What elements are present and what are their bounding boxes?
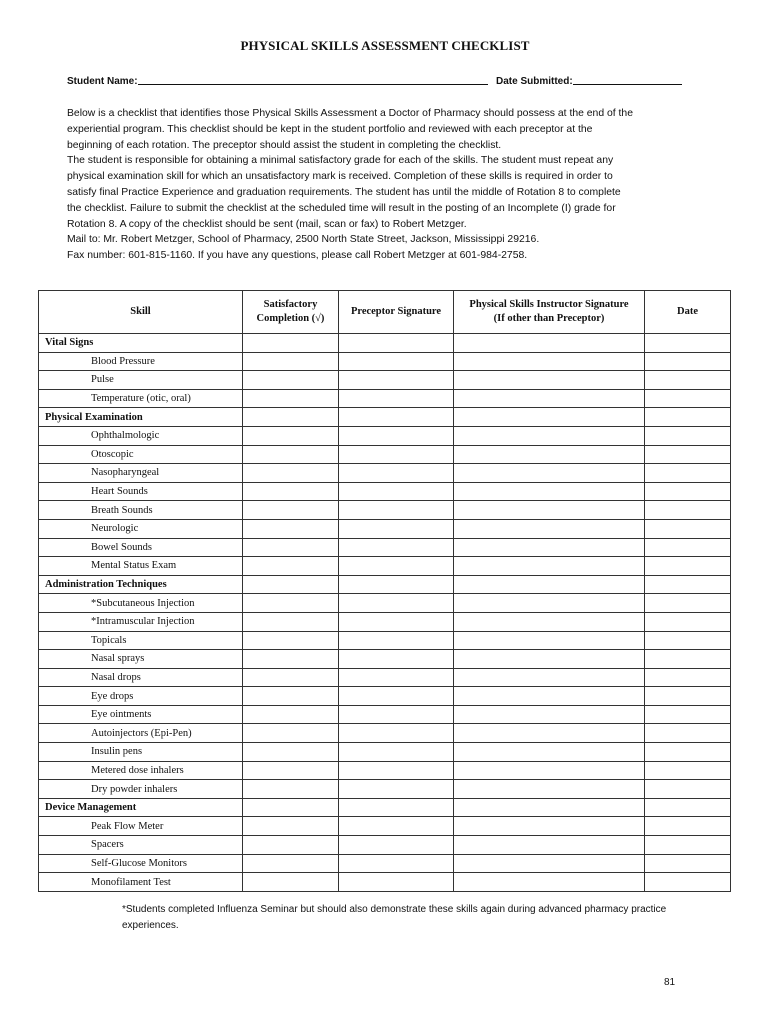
preceptor-signature-cell[interactable] [339, 668, 454, 687]
skill-label: Otoscopic [39, 445, 243, 464]
skill-row [39, 817, 731, 836]
preceptor-signature-cell[interactable] [339, 538, 454, 557]
instructor-signature-cell[interactable] [454, 631, 645, 650]
skill-row [39, 389, 731, 408]
instructions-line: experiential program. This checklist should be kept in the student portfolio and reviewed with each preceptor at the [67, 123, 593, 135]
date-cell[interactable] [645, 464, 731, 483]
preceptor-signature-cell[interactable] [339, 501, 454, 520]
category-row [39, 334, 731, 353]
skill-label: Nasal sprays [39, 650, 243, 669]
satisfactory-cell[interactable] [243, 854, 339, 873]
date-cell[interactable] [645, 352, 731, 371]
date-cell[interactable] [645, 798, 731, 817]
preceptor-signature-cell[interactable] [339, 705, 454, 724]
preceptor-signature-cell[interactable] [339, 687, 454, 706]
satisfactory-cell[interactable] [243, 594, 339, 613]
skill-label: Self-Glucose Monitors [39, 854, 243, 873]
skill-row [39, 445, 731, 464]
skill-row [39, 873, 731, 892]
skill-label: Eye drops [39, 687, 243, 706]
student-name-field[interactable] [67, 74, 488, 87]
skill-row [39, 780, 731, 799]
instructions-line: beginning of each rotation. The preceptor should assist the student in completing the checklist. [67, 139, 502, 151]
skill-row [39, 761, 731, 780]
date-cell[interactable] [645, 687, 731, 706]
instructor-signature-cell[interactable] [454, 334, 645, 353]
skill-label: Pulse [39, 371, 243, 390]
skill-row [39, 464, 731, 483]
preceptor-signature-cell[interactable] [339, 426, 454, 445]
instructions-line: Rotation 8. A copy of the checklist should be sent (mail, scan or fax) to Robert Metzger. [67, 218, 467, 230]
date-cell[interactable] [645, 668, 731, 687]
skill-label: Temperature (otic, oral) [39, 389, 243, 408]
instructions-line: satisfy final Practice Experience and graduation requirements. The student has until the middle of Rotation 8 to complete [67, 186, 621, 198]
instructor-signature-cell[interactable] [454, 612, 645, 631]
instructor-signature-cell[interactable] [454, 687, 645, 706]
skill-row [39, 594, 731, 613]
skill-label: Heart Sounds [39, 482, 243, 501]
skill-row [39, 650, 731, 669]
skill-label: Breath Sounds [39, 501, 243, 520]
instructor-signature-cell[interactable] [454, 873, 645, 892]
instructions-line: the checklist. Failure to submit the checklist at the scheduled time will result in the posting of an Incomplete (I) grade for [67, 202, 616, 214]
date-submitted-label: Date Submitted: [496, 76, 573, 87]
satisfactory-cell[interactable] [243, 705, 339, 724]
skill-row [39, 352, 731, 371]
satisfactory-cell[interactable] [243, 780, 339, 799]
satisfactory-cell[interactable] [243, 631, 339, 650]
preceptor-signature-cell[interactable] [339, 743, 454, 762]
satisfactory-cell[interactable] [243, 743, 339, 762]
preceptor-signature-cell[interactable] [339, 557, 454, 576]
instructor-signature-cell[interactable] [454, 426, 645, 445]
header-date: Date [645, 291, 731, 334]
skill-label: Eye ointments [39, 705, 243, 724]
preceptor-signature-cell[interactable] [339, 519, 454, 538]
date-cell[interactable] [645, 334, 731, 353]
instructor-signature-cell[interactable] [454, 836, 645, 855]
skill-row [39, 482, 731, 501]
skill-row [39, 687, 731, 706]
preceptor-signature-cell[interactable] [339, 334, 454, 353]
date-cell[interactable] [645, 538, 731, 557]
skill-label: Ophthalmologic [39, 426, 243, 445]
page-number: 81 [664, 977, 676, 988]
skill-row [39, 631, 731, 650]
preceptor-signature-cell[interactable] [339, 612, 454, 631]
skill-label: Spacers [39, 836, 243, 855]
satisfactory-cell[interactable] [243, 482, 339, 501]
satisfactory-cell[interactable] [243, 836, 339, 855]
satisfactory-cell[interactable] [243, 389, 339, 408]
preceptor-signature-cell[interactable] [339, 371, 454, 390]
instructions-text [67, 106, 707, 264]
instructor-signature-cell[interactable] [454, 389, 645, 408]
student-name-line[interactable] [138, 74, 488, 85]
satisfactory-cell[interactable] [243, 501, 339, 520]
instructor-signature-cell[interactable] [454, 668, 645, 687]
date-cell[interactable] [645, 612, 731, 631]
date-cell[interactable] [645, 761, 731, 780]
category-row [39, 798, 731, 817]
instructor-signature-cell[interactable] [454, 743, 645, 762]
date-cell[interactable] [645, 371, 731, 390]
category-label: Device Management [39, 798, 243, 817]
header-skill: Skill [39, 291, 243, 334]
satisfactory-cell[interactable] [243, 408, 339, 427]
instructor-signature-cell[interactable] [454, 761, 645, 780]
skill-row [39, 371, 731, 390]
date-cell[interactable] [645, 557, 731, 576]
skill-label: Topicals [39, 631, 243, 650]
instructor-signature-cell[interactable] [454, 798, 645, 817]
skill-row [39, 557, 731, 576]
skill-label: Mental Status Exam [39, 557, 243, 576]
date-cell[interactable] [645, 575, 731, 594]
preceptor-signature-cell[interactable] [339, 352, 454, 371]
satisfactory-cell[interactable] [243, 445, 339, 464]
table-header-row [39, 291, 731, 334]
instructions-line: Below is a checklist that identifies those Physical Skills Assessment a Doctor of Pharmacy should possess at the end of the [67, 108, 633, 119]
date-submitted-field[interactable] [496, 74, 682, 87]
skill-row [39, 705, 731, 724]
instructor-signature-cell[interactable] [454, 724, 645, 743]
preceptor-signature-cell[interactable] [339, 464, 454, 483]
instructor-signature-cell[interactable] [454, 371, 645, 390]
instructor-signature-cell[interactable] [454, 557, 645, 576]
preceptor-signature-cell[interactable] [339, 780, 454, 799]
skill-row [39, 538, 731, 557]
category-row [39, 408, 731, 427]
satisfactory-cell[interactable] [243, 687, 339, 706]
satisfactory-cell[interactable] [243, 557, 339, 576]
instructor-signature-cell[interactable] [454, 445, 645, 464]
skill-label: Insulin pens [39, 743, 243, 762]
skill-label: Blood Pressure [39, 352, 243, 371]
satisfactory-cell[interactable] [243, 724, 339, 743]
preceptor-signature-cell[interactable] [339, 873, 454, 892]
skill-row [39, 519, 731, 538]
instructions-line: The student is responsible for obtaining a minimal satisfactory grade for each of the skills. The student must repeat any [67, 155, 614, 167]
satisfactory-cell[interactable] [243, 612, 339, 631]
skill-row [39, 612, 731, 631]
preceptor-signature-cell[interactable] [339, 631, 454, 650]
category-label: Administration Techniques [39, 575, 243, 594]
instructor-signature-cell[interactable] [454, 817, 645, 836]
satisfactory-cell[interactable] [243, 873, 339, 892]
preceptor-signature-cell[interactable] [339, 817, 454, 836]
date-cell[interactable] [645, 501, 731, 520]
instructor-signature-cell[interactable] [454, 519, 645, 538]
instructor-signature-cell[interactable] [454, 352, 645, 371]
header-satisfactory-completion: Satisfactory Completion (√) [243, 291, 339, 334]
skill-label: *Subcutaneous Injection [39, 594, 243, 613]
satisfactory-cell[interactable] [243, 575, 339, 594]
instructions-line: Fax number: 601-815-1160. If you have any questions, please call Robert Metzger at 601-984-2758. [67, 250, 528, 262]
date-cell[interactable] [645, 482, 731, 501]
preceptor-signature-cell[interactable] [339, 761, 454, 780]
category-label: Vital Signs [39, 334, 243, 353]
satisfactory-cell[interactable] [243, 334, 339, 353]
date-cell[interactable] [645, 836, 731, 855]
date-cell[interactable] [645, 873, 731, 892]
category-row [39, 575, 731, 594]
preceptor-signature-cell[interactable] [339, 724, 454, 743]
footnote-line: experiences. [122, 920, 179, 931]
skill-row [39, 501, 731, 520]
header-preceptor-signature: Preceptor Signature [339, 291, 454, 334]
instructor-signature-cell[interactable] [454, 538, 645, 557]
satisfactory-cell[interactable] [243, 668, 339, 687]
date-cell[interactable] [645, 408, 731, 427]
skill-row [39, 743, 731, 762]
instructor-signature-cell[interactable] [454, 594, 645, 613]
preceptor-signature-cell[interactable] [339, 836, 454, 855]
skill-label: Peak Flow Meter [39, 817, 243, 836]
instructor-signature-cell[interactable] [454, 650, 645, 669]
satisfactory-cell[interactable] [243, 464, 339, 483]
skill-label: Dry powder inhalers [39, 780, 243, 799]
instructor-signature-cell[interactable] [454, 501, 645, 520]
date-cell[interactable] [645, 519, 731, 538]
preceptor-signature-cell[interactable] [339, 389, 454, 408]
date-submitted-line[interactable] [573, 74, 682, 85]
satisfactory-cell[interactable] [243, 650, 339, 669]
preceptor-signature-cell[interactable] [339, 575, 454, 594]
skills-checklist-table [38, 290, 731, 892]
skill-label: Nasopharyngeal [39, 464, 243, 483]
footnote-line: *Students completed Influenza Seminar but should also demonstrate these skills again during advanced pharmacy practice [122, 904, 667, 915]
page-title: PHYSICAL SKILLS ASSESSMENT CHECKLIST [240, 38, 530, 53]
date-cell[interactable] [645, 705, 731, 724]
satisfactory-cell[interactable] [243, 761, 339, 780]
skill-row [39, 836, 731, 855]
date-cell[interactable] [645, 389, 731, 408]
instructor-signature-cell[interactable] [454, 575, 645, 594]
satisfactory-cell[interactable] [243, 538, 339, 557]
satisfactory-cell[interactable] [243, 426, 339, 445]
skill-label: Bowel Sounds [39, 538, 243, 557]
skill-row [39, 854, 731, 873]
date-cell[interactable] [645, 817, 731, 836]
instructor-signature-cell[interactable] [454, 408, 645, 427]
satisfactory-cell[interactable] [243, 817, 339, 836]
preceptor-signature-cell[interactable] [339, 445, 454, 464]
date-cell[interactable] [645, 854, 731, 873]
instructions-line: physical examination skill for which an unsatisfactory mark is received. Completion of these skills is required in order to [67, 171, 613, 183]
date-cell[interactable] [645, 724, 731, 743]
date-cell[interactable] [645, 594, 731, 613]
date-cell[interactable] [645, 445, 731, 464]
instructor-signature-cell[interactable] [454, 780, 645, 799]
date-cell[interactable] [645, 650, 731, 669]
footnote [122, 902, 722, 934]
satisfactory-cell[interactable] [243, 371, 339, 390]
instructions-line: Mail to: Mr. Robert Metzger, School of Pharmacy, 2500 North State Street, Jackson, Mississippi 29216. [67, 234, 540, 246]
instructor-signature-cell[interactable] [454, 464, 645, 483]
student-name-label: Student Name: [67, 76, 138, 87]
skill-row [39, 724, 731, 743]
preceptor-signature-cell[interactable] [339, 594, 454, 613]
skill-label: Neurologic [39, 519, 243, 538]
skill-label: Monofilament Test [39, 873, 243, 892]
preceptor-signature-cell[interactable] [339, 650, 454, 669]
skill-label: Autoinjectors (Epi-Pen) [39, 724, 243, 743]
date-cell[interactable] [645, 426, 731, 445]
skill-label: *Intramuscular Injection [39, 612, 243, 631]
preceptor-signature-cell[interactable] [339, 408, 454, 427]
preceptor-signature-cell[interactable] [339, 854, 454, 873]
date-cell[interactable] [645, 631, 731, 650]
preceptor-signature-cell[interactable] [339, 482, 454, 501]
category-label: Physical Examination [39, 408, 243, 427]
satisfactory-cell[interactable] [243, 798, 339, 817]
header-instructor-signature: Physical Skills Instructor Signature (If other than Preceptor) [454, 291, 645, 334]
satisfactory-cell[interactable] [243, 352, 339, 371]
date-cell[interactable] [645, 743, 731, 762]
satisfactory-cell[interactable] [243, 519, 339, 538]
date-cell[interactable] [645, 780, 731, 799]
skill-label: Nasal drops [39, 668, 243, 687]
instructor-signature-cell[interactable] [454, 854, 645, 873]
skill-label: Metered dose inhalers [39, 761, 243, 780]
instructor-signature-cell[interactable] [454, 482, 645, 501]
preceptor-signature-cell[interactable] [339, 798, 454, 817]
skill-row [39, 668, 731, 687]
instructor-signature-cell[interactable] [454, 705, 645, 724]
skill-row [39, 426, 731, 445]
